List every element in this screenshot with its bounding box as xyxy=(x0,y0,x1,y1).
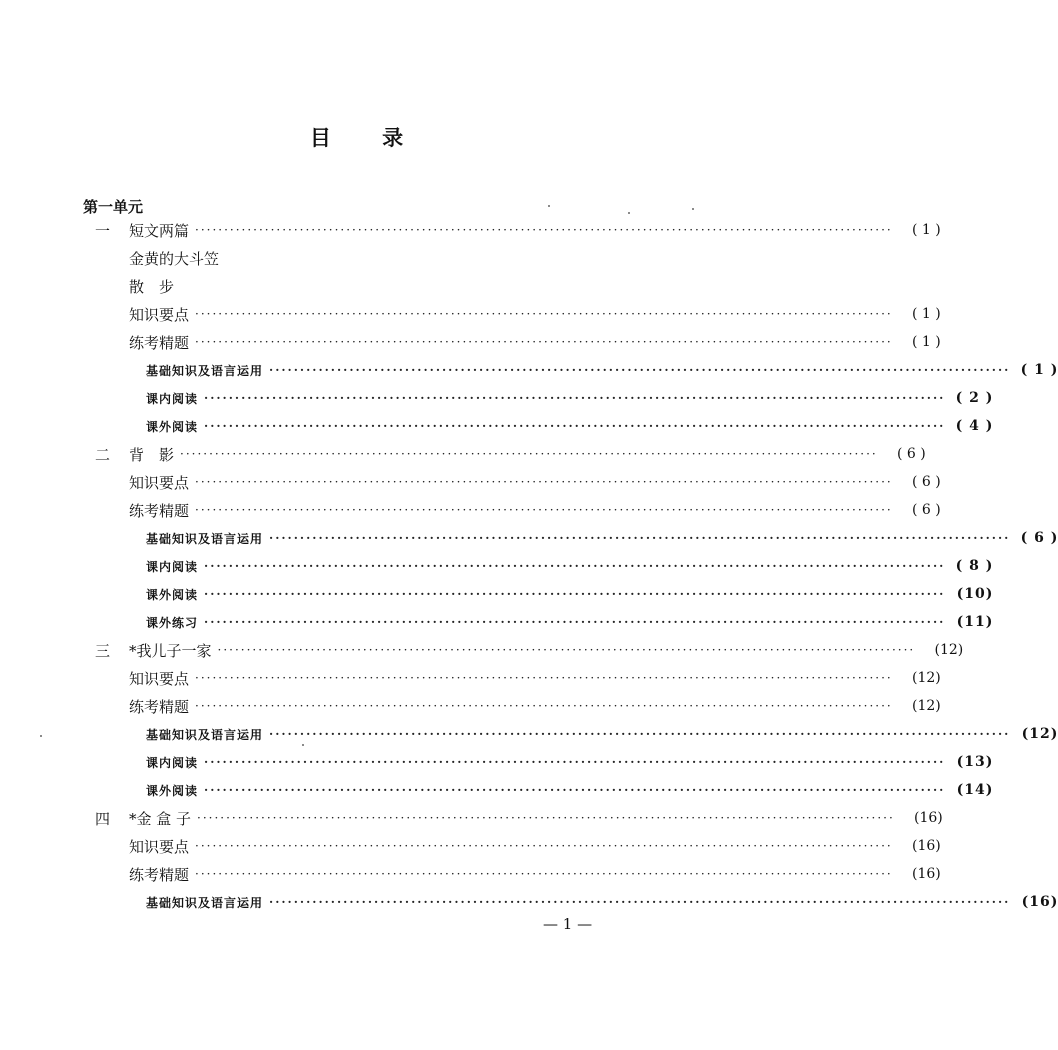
entry-title: 练考精题 xyxy=(129,697,190,716)
leader-dots: ························································································································ xyxy=(269,363,1011,377)
toc-entry xyxy=(146,720,1058,748)
entry-page: ( 1 ) xyxy=(912,334,941,350)
entry-title: 课内阅读 xyxy=(146,559,199,574)
entry-page: (12) xyxy=(934,642,964,658)
entry-page: (16) xyxy=(912,838,941,854)
entry-page: ( 6 ) xyxy=(897,446,926,462)
leader-dots: ························································································································ xyxy=(204,559,946,573)
entry-page: (16) xyxy=(912,866,941,882)
leader-dots: ························································································································ xyxy=(195,503,893,517)
entry-page: ( 6 ) xyxy=(912,474,941,490)
entry-page: (12) xyxy=(912,698,941,714)
leader-dots: ························································································································ xyxy=(204,755,946,769)
toc-entry xyxy=(129,832,941,860)
leader-dots: ························································································································ xyxy=(204,783,946,797)
scan-speck xyxy=(302,744,304,746)
leader-dots: ························································································································ xyxy=(204,419,946,433)
leader-dots: ························································································································ xyxy=(195,671,893,685)
toc-entry xyxy=(129,272,621,300)
entry-page: (13) xyxy=(956,754,994,770)
entry-page: (11) xyxy=(956,614,994,630)
entry-page: ( 6 ) xyxy=(1020,530,1058,546)
entry-title: 课外阅读 xyxy=(146,783,199,798)
entry-title: 散 步 xyxy=(129,277,175,296)
toc-entry xyxy=(146,888,1058,916)
toc-entry xyxy=(129,664,941,692)
leader-dots: ························································································································ xyxy=(195,307,893,321)
toc-entry xyxy=(129,300,941,328)
toc-entry xyxy=(129,328,941,356)
title-char-2: 录 xyxy=(382,125,404,150)
leader-dots: ························································································································ xyxy=(197,811,895,825)
entry-page: ( 6 ) xyxy=(912,502,941,518)
entry-title: 知识要点 xyxy=(129,669,190,688)
leader-dots: ························································································································ xyxy=(204,615,946,629)
entry-page: ( 4 ) xyxy=(955,418,994,434)
toc-entry xyxy=(146,412,994,440)
toc-entry xyxy=(129,496,941,524)
toc-entry xyxy=(129,244,621,272)
entry-page: (12) xyxy=(1021,726,1058,742)
entry-page: (16) xyxy=(1021,894,1058,910)
scan-speck xyxy=(692,208,694,210)
toc-entry xyxy=(146,580,994,608)
entry-title: 课内阅读 xyxy=(146,755,199,770)
scan-speck xyxy=(40,735,42,737)
toc-entry xyxy=(129,468,941,496)
entry-title: 知识要点 xyxy=(129,837,190,856)
title-char-1: 目 xyxy=(309,125,331,150)
entry-title: 课内阅读 xyxy=(146,391,199,406)
entry-title: 练考精题 xyxy=(129,333,190,352)
toc-entry xyxy=(95,440,926,468)
entry-title: 基础知识及语言运用 xyxy=(146,363,264,378)
entry-page: ( 1 ) xyxy=(912,306,941,322)
leader-dots: ························································································································ xyxy=(195,867,893,881)
toc-entry xyxy=(95,636,964,664)
leader-dots: ························································································································ xyxy=(204,391,946,405)
entry-title: 金黄的大斗笠 xyxy=(129,249,220,268)
toc-entry xyxy=(129,692,941,720)
toc-entry xyxy=(146,776,994,804)
entry-title: 练考精题 xyxy=(129,865,190,884)
toc-entry xyxy=(146,552,994,580)
entry-title: 课外练习 xyxy=(146,615,199,630)
scan-speck xyxy=(548,205,550,207)
entry-title: 基础知识及语言运用 xyxy=(146,727,264,742)
entry-page: (14) xyxy=(956,782,994,798)
scan-speck xyxy=(628,212,630,214)
leader-dots: ························································································································ xyxy=(269,727,1011,741)
entry-title: 基础知识及语言运用 xyxy=(146,531,264,546)
page-title xyxy=(0,122,713,152)
entry-title: 知识要点 xyxy=(129,305,190,324)
entry-page: ( 2 ) xyxy=(955,390,994,406)
toc-entry xyxy=(95,804,943,832)
toc-entry xyxy=(95,216,941,244)
leader-dots: ························································································································ xyxy=(217,643,916,657)
entry-page: (10) xyxy=(956,586,994,602)
leader-dots: ························································································································ xyxy=(195,335,893,349)
leader-dots: ························································································································ xyxy=(180,447,878,461)
entry-number: 四 xyxy=(95,809,111,828)
entry-title: 课外阅读 xyxy=(146,419,199,434)
toc-entry xyxy=(146,524,1058,552)
entry-title: 课外阅读 xyxy=(146,587,199,602)
page-number: — 1 — xyxy=(543,915,593,933)
entry-number: 三 xyxy=(95,641,111,660)
entry-title: *我儿子一家 xyxy=(129,641,212,660)
entry-page: ( 1 ) xyxy=(1020,362,1058,378)
entry-page: ( 8 ) xyxy=(955,558,994,574)
toc-entry xyxy=(129,860,941,888)
entry-title: 知识要点 xyxy=(129,473,190,492)
toc-entry xyxy=(146,356,1058,384)
entry-title: 背 影 xyxy=(129,445,175,464)
entry-number: 一 xyxy=(95,221,111,240)
toc-entry xyxy=(146,608,994,636)
leader-dots: ························································································································ xyxy=(269,531,1011,545)
leader-dots: ························································································································ xyxy=(269,895,1011,909)
entry-page: (16) xyxy=(914,810,943,826)
leader-dots: ························································································································ xyxy=(195,839,893,853)
leader-dots: ························································································································ xyxy=(195,699,893,713)
entry-page: ( 1 ) xyxy=(912,222,941,238)
entry-page: (12) xyxy=(912,670,941,686)
entry-title: 练考精题 xyxy=(129,501,190,520)
entry-title: 短文两篇 xyxy=(129,221,190,240)
leader-dots: ························································································································ xyxy=(204,587,946,601)
toc-entry xyxy=(146,384,994,412)
leader-dots: ························································································································ xyxy=(195,223,893,237)
unit-heading: 第一单元 xyxy=(83,198,144,216)
leader-dots: ························································································································ xyxy=(195,475,893,489)
entry-number: 二 xyxy=(95,445,111,464)
toc-entry xyxy=(146,748,994,776)
entry-title: 基础知识及语言运用 xyxy=(146,895,264,910)
entry-title: *金 盒 子 xyxy=(129,809,192,828)
